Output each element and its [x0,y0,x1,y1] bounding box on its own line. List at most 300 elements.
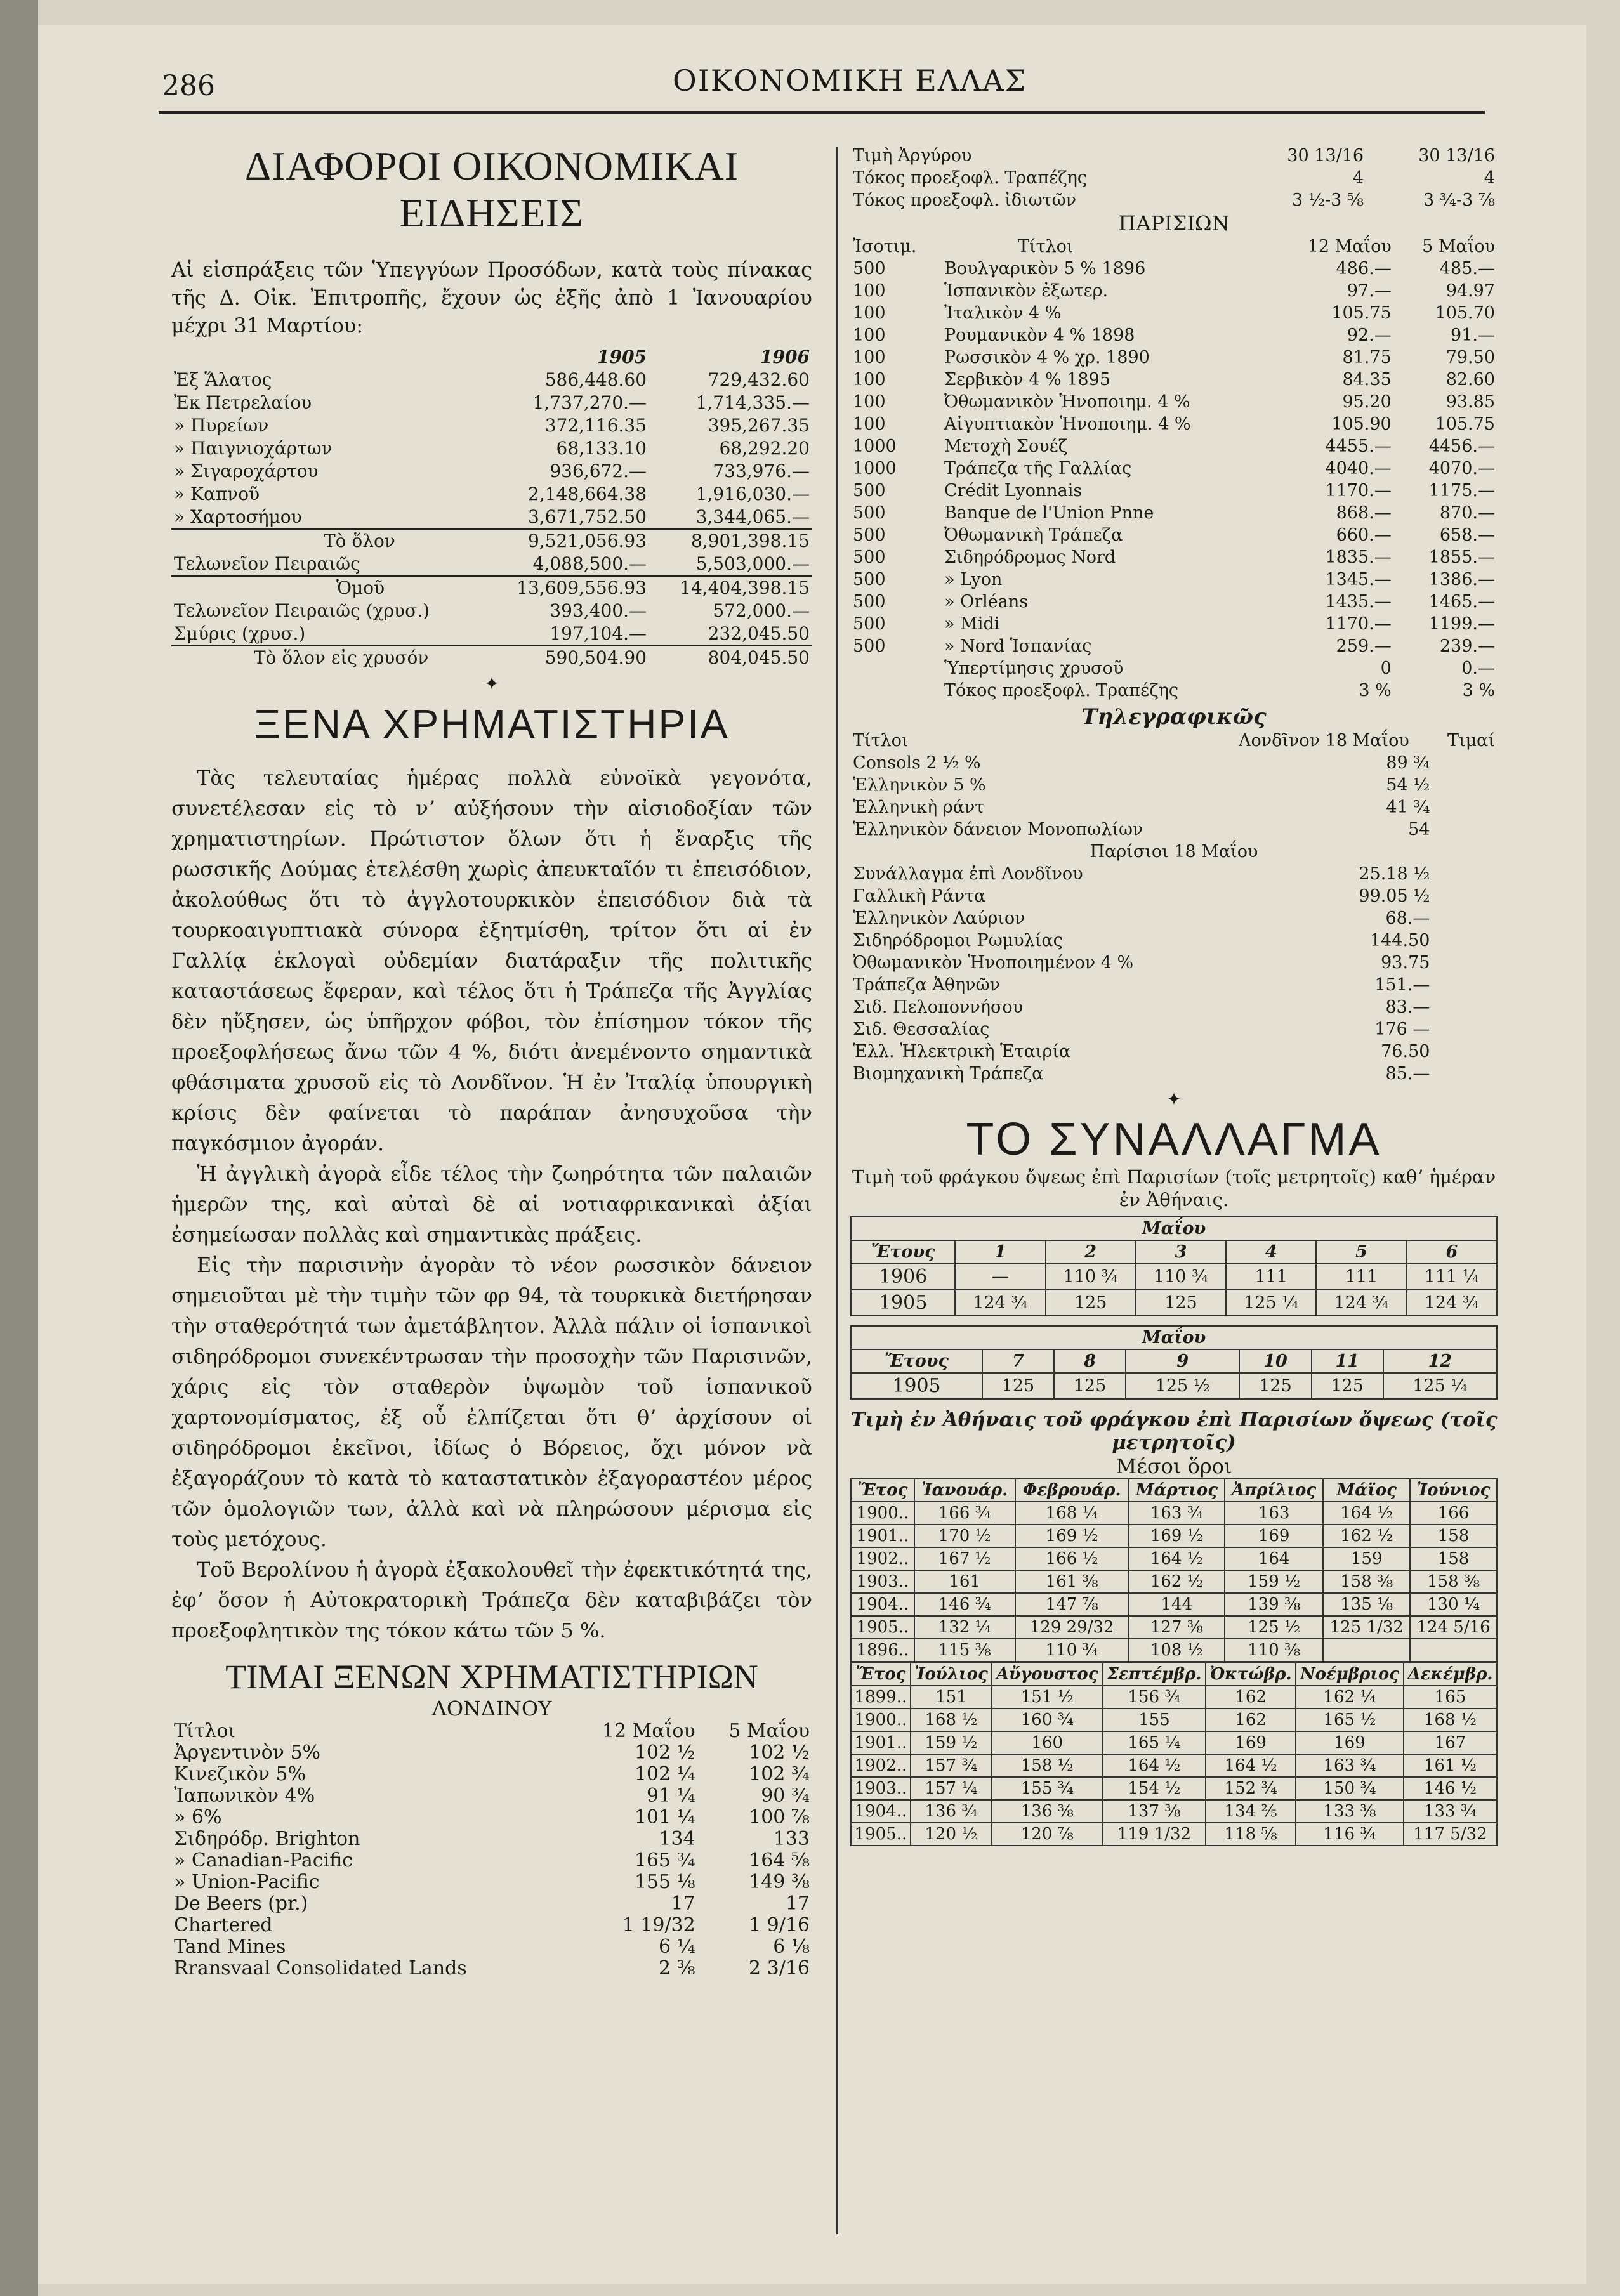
table-cell: 1900.. [851,1502,914,1525]
table-row [850,324,1498,346]
table-cell: 4040.— [1325,459,1392,478]
table-cell: 1,916,030.— [695,483,810,504]
table-cell: 1,714,335.— [695,392,810,413]
table-cell: 30 13/16 [1418,146,1495,166]
table-cell: 54 ½ [1386,775,1430,795]
athens-title: Τιμὴ ἐν Ἀθήναις τοῦ φράγκου ἐπὶ Παρισίων ὄψεως (τοῖς μετρητοῖς) [850,1408,1498,1454]
table-row [851,1731,1497,1754]
table-cell: 119 1/32 [1103,1823,1206,1846]
table-cell: 1902.. [851,1547,914,1570]
table-row-label: » Χαρτοσήμου [174,506,302,527]
table-cell: 82.60 [1445,370,1495,390]
ornament: ✦ [1166,1089,1182,1110]
table-cell: 93.85 [1445,392,1495,412]
table-cell: Σιδ. Θεσσαλίας [853,1020,990,1039]
table-cell: 151 [911,1686,992,1709]
table-cell: Αἰγυπτιακὸν Ἡνοποιημ. 4 % [944,414,1191,434]
table-cell: 17 [785,1893,810,1915]
table-cell: 97.— [1347,281,1392,301]
table-cell: 8,901,398.15 [649,529,812,553]
table-cell: 150 ¾ [1296,1777,1404,1800]
table-cell: Rransvaal Consolidated Lands [174,1957,467,1979]
table-row [171,506,812,529]
table-row [171,369,812,391]
table-cell: Ἑλλ. Ἠλεκτρικὴ Ἑταιρία [853,1042,1071,1061]
table-cell: 4,088,500.— [532,553,647,574]
column-header: Ἰσοτιμ. [853,237,917,256]
table-cell: 500 [853,548,886,567]
table-cell [850,679,942,702]
table-row [850,863,1498,885]
table-cell: 162 ¼ [1296,1686,1404,1709]
table-cell: 146 ½ [1404,1777,1497,1800]
table-cell: Τράπεζα Ἀθηνῶν [853,975,1001,995]
table-cell: 100 [853,392,886,412]
table-row [850,568,1498,591]
table-cell: 111 ¼ [1407,1264,1497,1290]
table-cell: 239.— [1439,636,1495,656]
table-cell: 93.75 [1381,953,1430,973]
table-cell: Γαλλικὴ Ράντα [853,886,986,906]
table-cell: Σιδ. Πελοποννήσου [853,997,1024,1017]
column-header: Μάϊος [1323,1479,1410,1502]
table-cell: 170 ½ [914,1525,1015,1547]
table-row [171,1872,812,1893]
table-cell: 91.— [1451,325,1495,345]
paris-heading: ΠΑΡΙΣΙΩΝ [1118,211,1230,235]
table-cell: Σιδηρόδρομος Nord [944,548,1116,567]
column-header: Λονδῖνον 18 Μαΐου [1239,731,1409,751]
paragraph: Τοῦ Βερολίνου ἡ ἀγορὰ ἐξακολουθεῖ τὴν ἐφεκτικότητά της, ἐφʼ ὅσον ἡ Αὐτοκρατορικὴ Τράπεζα δὲν καταβιβάζει τὸν προεξοφλητικὸν της τόκον κάτω τῶν 5 %. [171,1558,812,1643]
table-cell: 658.— [1439,525,1495,545]
table-cell: 41 ¾ [1386,797,1430,817]
table-cell: 30 13/16 [1287,146,1364,166]
table-cell: 1199.— [1428,614,1495,634]
table-cell: 2 [1046,1240,1136,1264]
table-cell: 124 ¾ [1407,1290,1497,1316]
table-header-row [851,1479,1497,1502]
table-cell: 169 ½ [1129,1525,1225,1547]
table-cell: Τράπεζα τῆς Γαλλίας [944,459,1132,478]
table-cell: 3,344,065.— [695,506,810,527]
table-row-label: » Πυρείων [174,415,269,436]
table-cell: 162 ½ [1129,1570,1225,1593]
table-cell: 160 ¾ [992,1709,1103,1731]
table-row [851,1525,1497,1547]
column-header: Νοέμβριος [1296,1663,1404,1686]
table-cell: Tand Mines [174,1936,286,1958]
table-cell: 1175.— [1428,481,1495,501]
table-cell: 6 ¼ [659,1936,695,1958]
table-cell: 870.— [1439,503,1495,523]
table-row [851,1754,1497,1777]
paris-table [850,235,1498,702]
table-cell: 160 [992,1731,1103,1754]
table-cell: 500 [853,481,886,501]
table-cell: 159 ½ [911,1731,992,1754]
table-row [850,1040,1498,1063]
table-cell: 115 ⅜ [914,1639,1015,1662]
table-row [850,524,1498,546]
table-cell: » Midi [944,614,1000,634]
table-cell: » Lyon [944,570,1003,589]
table-cell: 176 — [1374,1020,1430,1039]
table-row [851,1709,1497,1731]
table-row [850,613,1498,635]
column-header: Ἰούλιος [911,1663,992,1686]
table-cell: 164 ⅝ [749,1849,810,1872]
table-cell: Consols 2 ½ % [853,753,981,773]
column-header: 12 Μαΐου [1307,237,1392,256]
table-cell: 100 ⅞ [749,1806,810,1828]
table-cell: 144.50 [1369,931,1430,950]
table-cell: 500 [853,614,886,634]
table-cell: Σιδηρόδρ. Brighton [174,1828,360,1850]
column-header: Ἔτος [851,1479,914,1502]
london-table [171,1721,812,1979]
table-cell: 102 ¼ [634,1763,695,1785]
table-row [850,189,1498,211]
exchange-title: ΤΟ ΣΥΝΑΛΛΑΓΜΑ [966,1114,1382,1165]
column-header: Ἀπρίλιος [1225,1479,1323,1502]
table-cell: 156 ¾ [1103,1686,1206,1709]
table-cell: Κινεζικὸν 5% [174,1763,306,1785]
table-cell: 133 ¾ [1404,1800,1497,1823]
table-cell: 3 % [1462,681,1495,700]
table-cell: 500 [853,636,886,656]
table-cell: Μετοχὴ Σουέζ [944,436,1068,456]
table-cell: 100 [853,325,886,345]
table-cell: 125 [1312,1373,1383,1399]
table-cell: Ρωσσικὸν 4 % χρ. 1890 [944,348,1150,367]
telegraph-heading: Τηλεγραφικῶς [1081,704,1267,730]
table-row [850,591,1498,613]
table-row [850,280,1498,302]
table-row [850,818,1498,841]
table-row [850,952,1498,974]
table-cell: 105.90 [1331,414,1392,434]
table-cell: 1855.— [1428,548,1495,567]
table-cell: 68,133.10 [556,438,647,459]
paragraph: Τὰς τελευταίας ἡμέρας πολλὰ εὐνοϊκὰ γεγονότα, συνετέλεσαν εἰς τὸ νʼ αὐξήσουν τὴν αἰσιοδοξίαν τῶν χρηματιστηρίων. Πρώτιστον ὅλων ὅτι ἡ ἔναρξις τῆς ρωσσικῆς Δούμας ἐτελέσθη χωρὶς ἀπευκταῖόν τι ἐπεισόδιον, ἀκολούθως ὅτι τὸ ἀγγλοτουρκικὸν ἐπεισόδιον διὰ τὰ τουρκοαιγυπτιακὰ σύνορα ἐξητμίσθη, τρίτον ὅτι αἱ ἐν Γαλλίᾳ ἐκλογαὶ οὐδεμίαν διατάραξιν τῆς πολιτικῆς καταστάσεως ἔφεραν, καὶ τέλος ὅτι ἡ Τράπεζα τῆς Ἀγγλίας δὲν ηὔξησεν, ὡς ὑπῆρχον φόβοι, τὸν ἐπίσημον τόκον τῆς προεξοφλήσεως ἄνω τῶν 4 %, διότι ἀνεμένοντο σημαντικὰ φθάσιματα χρυσοῦ εἰς τὸ Λονδῖνον. Ἡ ἐν Ἰταλίᾳ ὑπουργικὴ κρίσις δὲν φαίνεται τὸ παράπαν ἀνησυχοῦσα τὴν παγκόσμιον ἀγοράν. [171,766,812,1155]
table-cell: 94.97 [1445,281,1495,301]
table-row-label: » Παιγνιοχάρτων [174,438,333,459]
table-row [850,1063,1498,1085]
table-cell: 100 [853,348,886,367]
table-cell: » 6% [174,1806,222,1828]
table-cell: 485.— [1439,259,1495,279]
table-cell: Τιμὴ Ἀργύρου [853,146,972,166]
table-cell: 163 ¾ [1129,1502,1225,1525]
table-cell: Ἑλληνικὴ ράντ [853,797,985,817]
table-cell [850,657,942,679]
table-row-label: Τελωνεῖον Πειραιῶς (χρυσ.) [174,600,430,621]
table-cell: 1 9/16 [749,1914,810,1936]
table-cell: 162 [1206,1686,1296,1709]
daily-exchange-table-2 [850,1325,1498,1400]
table-row [171,1915,812,1936]
month-header: Μαΐου [851,1326,1497,1349]
table-cell: 158 ⅜ [1410,1570,1497,1593]
year-cell: 1906 [851,1264,955,1290]
table-row [850,369,1498,391]
table-row [850,346,1498,369]
table-cell: 92.— [1347,325,1392,345]
table-cell: 168 ½ [1404,1709,1497,1731]
table-cell: 259.— [1336,636,1392,656]
table-row [171,1807,812,1828]
table-cell: 157 ¾ [911,1754,992,1777]
table-cell: Banque de l'Union Pnne [944,503,1154,523]
table-cell: 1896.. [851,1639,914,1662]
table-cell: 139 ⅜ [1225,1593,1323,1616]
table-cell: 130 ¼ [1410,1593,1497,1616]
table-cell: 99.05 ½ [1359,886,1430,906]
table-cell: 111 [1316,1264,1406,1290]
table-cell: 164 ½ [1129,1547,1225,1570]
column-header: Ἰανουάρ. [914,1479,1015,1502]
table-row [850,546,1498,568]
table-cell: 120 ½ [911,1823,992,1846]
table-cell: 1000 [853,459,897,478]
table-cell: 1386.— [1428,570,1495,589]
table-cell: 158 ⅜ [1323,1570,1410,1593]
table-cell: 105.70 [1435,303,1495,323]
table-cell: 1170.— [1325,481,1392,501]
table-cell: 125 ½ [1225,1616,1323,1639]
table-cell: 102 ¾ [749,1763,810,1785]
table-cell: 108 ½ [1129,1639,1225,1662]
column-header: Σεπτέμβρ. [1103,1663,1206,1686]
table-cell: 11 [1312,1349,1383,1373]
table-cell: 84.35 [1342,370,1392,390]
table-cell: Ἑλληνικὸν 5 % [853,775,986,795]
prices-title: ΤΙΜΑΙ ΞΕΝΩΝ ΧΡΗΜΑΤΙΣΤΗΡΙΩΝ [225,1658,758,1696]
table-row [850,885,1498,907]
header-rule [159,111,1485,114]
table-cell: 1900.. [851,1709,911,1731]
table-cell: 4455.— [1325,436,1392,456]
table-cell: Ἀργεντινὸν 5% [174,1742,321,1764]
table-cell: 85.— [1385,1064,1430,1084]
table-cell: 100 [853,303,886,323]
table-cell: 1435.— [1325,592,1392,612]
table-cell: Ἑλληνικὸν Λαύριον [853,909,1025,928]
ornament: ✦ [484,673,499,694]
table-cell: 169 [1206,1731,1296,1754]
table-row [171,622,812,646]
table-cell: Ὀθωμανικὴ Τράπεζα [944,525,1123,545]
table-row [850,679,1498,702]
table-cell: 9,521,056.93 [486,529,649,553]
table-cell: 159 [1323,1547,1410,1570]
table-cell: 1465.— [1428,592,1495,612]
month-header: Μαΐου [851,1217,1497,1240]
table-cell: 0.— [1461,659,1495,678]
table-cell: 166 [1410,1502,1497,1525]
table-cell: Βιομηχανικὴ Τράπεζα [853,1064,1044,1084]
table-row [850,929,1498,952]
table-cell: 161 ½ [1404,1754,1497,1777]
table-cell: 4 [1226,1240,1316,1264]
table-row [851,1800,1497,1823]
running-header: ΟΙΚΟΝΟΜΙΚΗ ΕΛΛΑΣ [673,63,1027,98]
table-cell: Τόκος προεξοφλ. ἰδιωτῶν [853,190,1077,210]
column-divider [836,147,838,2234]
table-cell: 134 ⅖ [1206,1800,1296,1823]
table-cell: 3 % [1359,681,1392,700]
table-cell: 125 ¼ [1383,1373,1497,1399]
table-cell: 8 [1054,1349,1126,1373]
table-cell: Ἱσπανικὸν ἐξωτερ. [944,281,1109,301]
column-header: Αὔγουστος [992,1663,1103,1686]
table-cell: 164 [1225,1547,1323,1570]
table-cell: 162 ½ [1323,1525,1410,1547]
paragraph: Εἰς τὴν παρισινὴν ἀγορὰν τὸ νέον ρωσσικὸν δάνειον σημειοῦται μὲ τὴν τιμὴν τῶν φρ 94, τὰ τουρκικὰ διετήρησαν τὴν σταθερότητά των ἀμετάβλητον. Ἀλλὰ πάλιν οἱ ἱσπανικοὶ σιδηρόδρομοι συνεκέντρωσαν τὴν προσοχὴν τῶν Παρισινῶν, χάρις εἰς τὸν σταθερὸν ὑψωμὸν τοῦ ἱσπανικοῦ χαρτονομίσματος, ἐξ οὗ ἐλπίζεται ὅτι θʼ ἀρχίσουν οἱ σιδηρόδρομοι ἐκεῖνοι, ἰδίως ὁ Βόρειος, ὄχι μόνον νὰ ἐξαγοράζουν τὸ κατὰ τὸ καταστατικὸν ἐξαγοραστέον μέρος τῶν ὁμολογιῶν των, ἀλλὰ καὶ νὰ πληρώσουν μέρισμα εἰς τοὺς μετόχους. [171,1253,812,1551]
table-cell: 147 ⅞ [1015,1593,1129,1616]
table-cell: 158 ½ [992,1754,1103,1777]
table-cell: 590,504.90 [486,646,649,669]
table-cell: Συνάλλαγμα ἐπὶ Λονδῖνου [853,864,1083,884]
table-row [171,483,812,506]
table-cell: 90 ¾ [761,1785,810,1807]
table-row [850,774,1498,796]
table-cell: Crédit Lyonnais [944,481,1083,501]
table-cell: 91 ¼ [646,1785,695,1807]
table-cell: 120 ⅞ [992,1823,1103,1846]
table-cell: Βουλγαρικὸν 5 % 1896 [944,259,1146,279]
table-cell: 1904.. [851,1593,914,1616]
table-cell: Ὀθωμανικὸν Ἡνοποιημ. 4 % [944,392,1190,412]
table-cell: 133 [773,1828,810,1850]
table-row [171,460,812,483]
table-cell: 1 19/32 [622,1914,695,1936]
table-cell: » Canadian-Pacific [174,1849,353,1872]
table-cell: 660.— [1336,525,1392,545]
table-cell: 124 5/16 [1410,1616,1497,1639]
table-cell: 7 [982,1349,1054,1373]
table-cell: 733,976.— [713,461,810,482]
column-header: Τίτλοι [1017,237,1074,256]
table-cell: 158 [1410,1525,1497,1547]
table-row [851,1823,1497,1846]
table-cell: 167 [1404,1731,1497,1754]
table-cell: 1000 [853,436,897,456]
table-row [850,1018,1498,1040]
column-header: Μάρτιος [1129,1479,1225,1502]
table-cell: 3 ¾-3 ⅞ [1423,190,1495,210]
table-cell: 0 [1380,659,1392,678]
table-cell: 500 [853,503,886,523]
table-cell: Ρουμανικὸν 4 % 1898 [944,325,1135,345]
column-header: 12 Μαΐου [602,1720,695,1742]
table-row-label: Τελωνεῖον Πειραιῶς [174,553,360,574]
table-cell: 155 ¾ [992,1777,1103,1800]
table-cell: 1901.. [851,1525,914,1547]
table-cell: 157 ¼ [911,1777,992,1800]
table-cell: 169 [1225,1525,1323,1547]
table-row [171,391,812,414]
table-cell: 197,104.— [550,623,647,644]
table-row-label: Τὸ ὅλον [171,529,486,553]
table-row [171,1828,812,1850]
table-row [850,996,1498,1018]
table-cell: 129 29/32 [1015,1616,1129,1639]
table-cell: 17 [671,1893,695,1915]
column-header: Ὀκτώβρ. [1206,1663,1296,1686]
table-row [171,437,812,460]
table-cell: 500 [853,259,886,279]
table-cell: 110 ¾ [1136,1264,1226,1290]
table-row [171,1785,812,1807]
table-row [171,1893,812,1915]
table-cell: 6 ⅛ [773,1936,810,1958]
table-cell: 110 ⅜ [1225,1639,1323,1662]
table-cell: 1901.. [851,1731,911,1754]
table-cell: 105.75 [1435,414,1495,434]
column-header: Τίτλοι [853,731,909,751]
column-header: Ἔτος [851,1663,911,1686]
table-row [850,907,1498,929]
left-column [171,143,812,1979]
averages-heading: Μέσοι ὅροι [1116,1454,1232,1478]
table-cell: 164 ½ [1103,1754,1206,1777]
table-cell: 395,267.35 [708,415,810,436]
table-cell: 116 ¾ [1296,1823,1404,1846]
table-row [171,1764,812,1785]
table-row [851,1593,1497,1616]
column-header: Ἰούνιος [1410,1479,1497,1502]
table-cell: 102 ½ [634,1742,695,1764]
foreign-exchanges-title: ΞΕΝΑ ΧΡΗΜΑΤΙΣΤΗΡΙΑ [254,701,730,747]
table-row [850,796,1498,818]
table-cell: 152 ¾ [1206,1777,1296,1800]
table-cell: 5,503,000.— [695,553,810,574]
table-cell: 500 [853,525,886,545]
table-row-label: Ὁμοῦ [171,576,486,600]
table-row [850,974,1498,996]
table-cell: 14,404,398.15 [649,576,812,600]
table-cell: 500 [853,592,886,612]
table-cell: 4456.— [1428,436,1495,456]
table-cell: 13,609,556.93 [486,576,649,600]
table-row [850,635,1498,657]
table-row [851,1777,1497,1800]
table-cell: 4 [1484,168,1495,188]
table-cell: 1905.. [851,1823,911,1846]
table-cell: 133 ⅜ [1296,1800,1404,1823]
table-cell: 3,671,752.50 [528,506,647,527]
table-cell: 486.— [1336,259,1392,279]
exchange-subtitle: Τιμὴ τοῦ φράγκου ὄψεως ἐπὶ Παρισίων (τοῖς μετρητοῖς) καθʼ ἡμέραν ἐν Ἀθήναις. [852,1166,1496,1210]
year-header: 1906 [760,346,810,367]
monthly-averages-table-2 [850,1662,1498,1846]
table-cell: 25.18 ½ [1359,864,1430,884]
table-cell: 125 [1239,1373,1311,1399]
table-cell: De Beers (pr.) [174,1893,308,1915]
table-cell: 100 [853,370,886,390]
table-row [851,1502,1497,1525]
table-cell: 162 [1206,1709,1296,1731]
table-cell: 4 [1352,168,1364,188]
table-row [850,391,1498,413]
table-row [850,302,1498,324]
table-cell: 89 ¾ [1386,753,1430,773]
table-row [851,1547,1497,1570]
table-row [171,1958,812,1979]
table-cell: 135 ⅛ [1323,1593,1410,1616]
table-cell: 169 [1296,1731,1404,1754]
